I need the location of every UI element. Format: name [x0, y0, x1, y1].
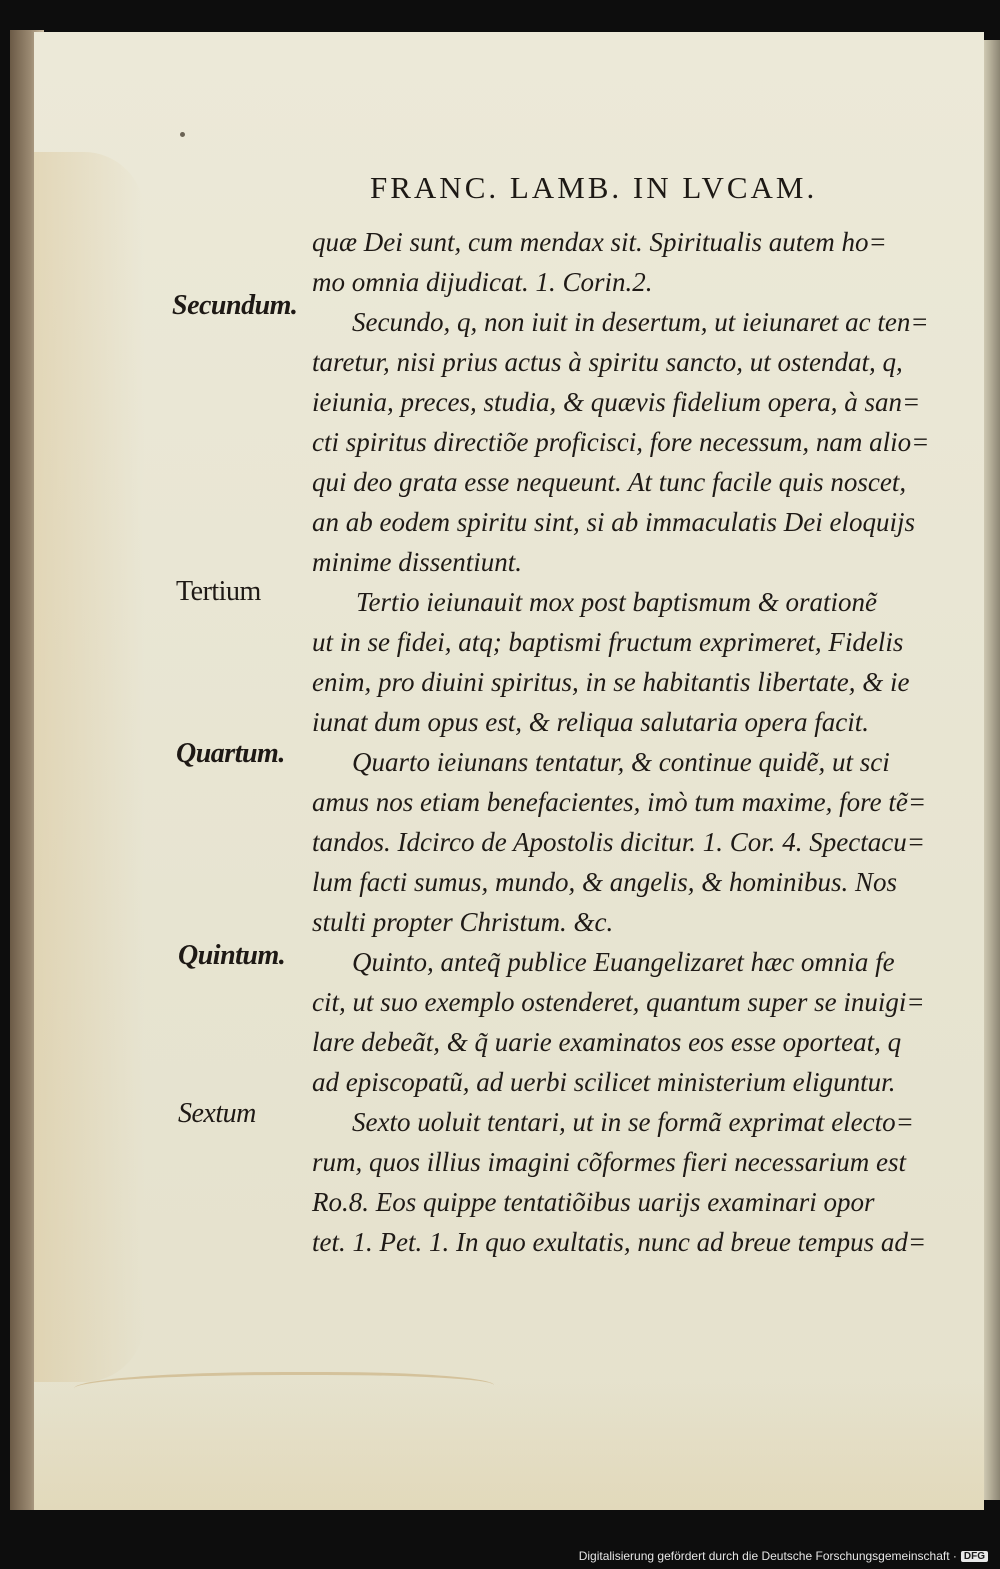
text-line: lum facti sumus, mundo, & angelis, & hominibus. Nos — [312, 867, 898, 897]
text-line: Sexto uoluit tentari, ut in se formã exprimat electo= — [352, 1107, 914, 1137]
digitization-footer — [579, 1549, 988, 1563]
text-line: an ab eodem spiritu sint, si ab immaculatis Dei eloquijs — [312, 507, 915, 537]
text-line: minime dissentiunt. — [312, 547, 522, 577]
text-line: amus nos etiam benefacientes, imò tum maxime, fore tẽ= — [312, 787, 927, 817]
margin-note-quintum: Quintum. — [178, 940, 286, 971]
page-right-edge — [984, 40, 1000, 1500]
text-line: mo omnia dijudicat. 1. Corin.2. — [312, 267, 653, 297]
text-line: tet. 1. Pet. 1. In quo exultatis, nunc ad breue tempus ad= — [312, 1227, 927, 1257]
text-line: lare debeãt, & q̃ uarie examinatos eos esse oporteat, q — [312, 1027, 902, 1057]
margin-note-tertium: Tertium — [176, 576, 261, 607]
water-stain-left — [34, 152, 144, 1382]
dfg-logo: DFG — [961, 1551, 988, 1562]
text-line: ad episcopatũ, ad uerbi scilicet ministerium eliguntur. — [312, 1067, 896, 1097]
margin-note-sextum: Sextum — [178, 1098, 256, 1129]
margin-note-secundum: Secundum. — [172, 290, 298, 321]
text-line: qui deo grata esse nequeunt. At tunc facile quis noscet, — [312, 467, 907, 497]
text-line: tandos. Idcirco de Apostolis dicitur. 1. Cor. 4. Spectacu= — [312, 827, 925, 857]
text-line: ieiunia, preces, studia, & quævis fidelium opera, à san= — [312, 387, 921, 417]
text-line: stulti propter Christum. &c. — [312, 907, 614, 937]
text-line: quæ Dei sunt, cum mendax sit. Spiritualis autem ho= — [312, 227, 887, 257]
text-line: Ro.8. Eos quippe tentatiõibus uarijs examinari opor — [312, 1187, 875, 1217]
text-line: Secundo, q, non iuit in desertum, ut ieiunaret ac ten= — [352, 307, 929, 337]
water-stain-edge — [74, 1372, 494, 1405]
text-line: Tertio ieiunauit mox post baptismum & orationẽ — [356, 587, 878, 617]
margin-note-quartum: Quartum. — [176, 738, 285, 769]
text-line: rum, quos illius imagini cõformes fieri necessarium est — [312, 1147, 906, 1177]
text-line: cti spiritus directiõe proficisci, fore necessum, nam alio= — [312, 427, 930, 457]
running-header: FRANC. LAMB. IN LVCAM. — [370, 170, 818, 205]
text-line: Quarto ieiunans tentatur, & continue quidẽ, ut sci — [352, 747, 890, 777]
text-line: ut in se fidei, atq; baptismi fructum exprimeret, Fidelis — [312, 627, 904, 657]
ink-speck — [180, 132, 185, 137]
text-line: Quinto, anteq̃ publice Euangelizaret hæc omnia fe — [352, 947, 895, 977]
body-text — [312, 222, 952, 1262]
text-line: iunat dum opus est, & reliqua salutaria opera facit. — [312, 707, 869, 737]
text-line: taretur, nisi prius actus à spiritu sancto, ut ostendat, q, — [312, 347, 903, 377]
text-line: cit, ut suo exemplo ostenderet, quantum super se inuigi= — [312, 987, 925, 1017]
footer-credit: Digitalisierung gefördert durch die Deutsche Forschungsgemeinschaft · — [578, 1549, 957, 1563]
text-line: enim, pro diuini spiritus, in se habitantis libertate, & ie — [312, 667, 910, 697]
